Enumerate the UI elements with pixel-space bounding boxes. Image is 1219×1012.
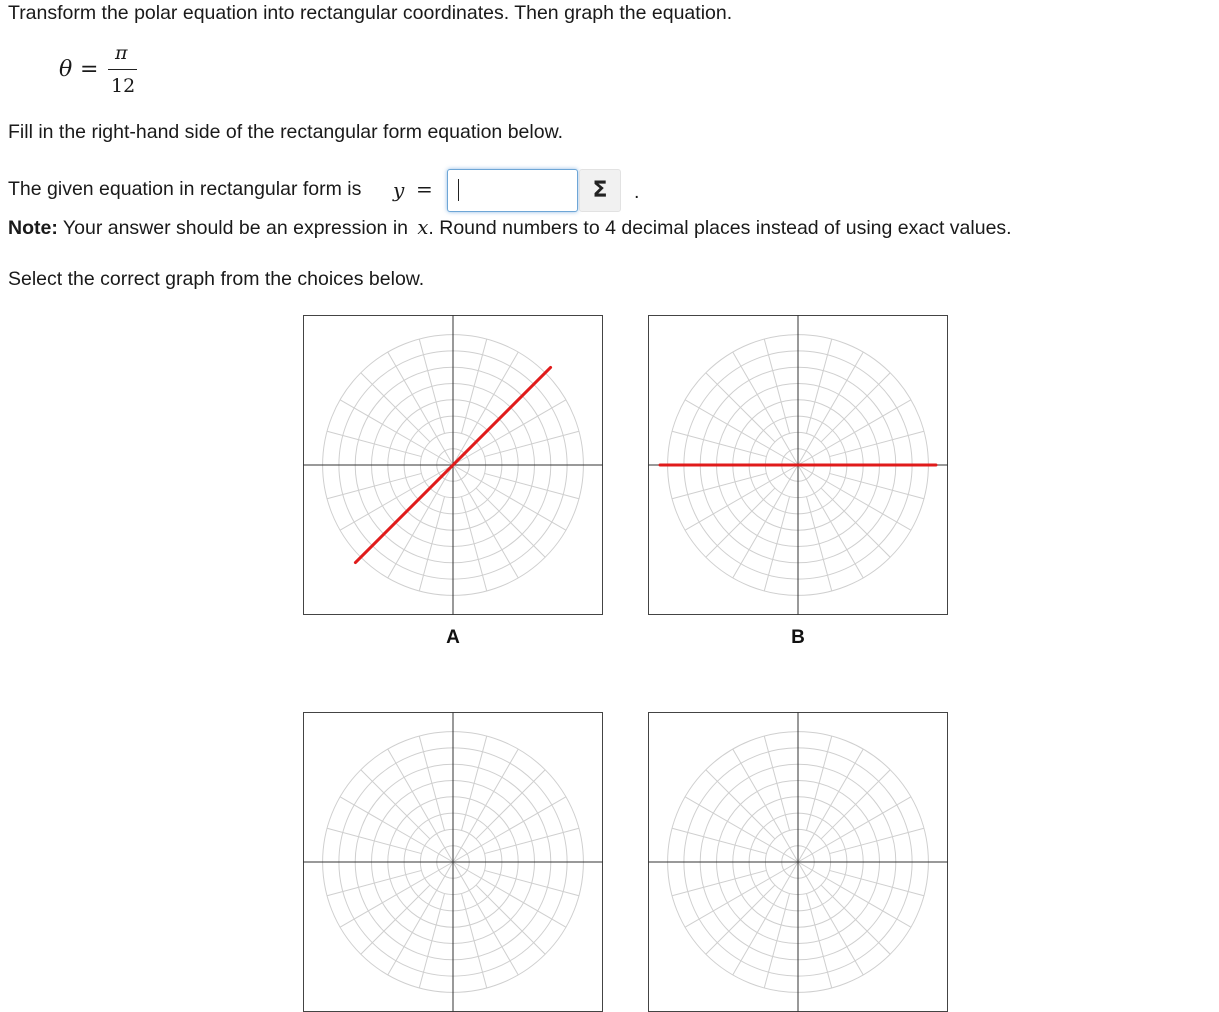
graph-choice-a[interactable]	[303, 315, 603, 615]
math-palette-button[interactable]: Σ	[579, 169, 621, 212]
equation-theta: θ	[59, 57, 73, 82]
note-line	[8, 216, 1012, 240]
graph-c-plot	[303, 712, 603, 1012]
fraction-bar	[108, 69, 137, 70]
answer-input[interactable]	[447, 169, 578, 212]
equation-numerator: π	[115, 42, 128, 64]
answer-equals: =	[416, 177, 433, 201]
note-label: Note:	[8, 217, 58, 239]
choice-label-a: A	[446, 627, 460, 648]
answer-period: .	[634, 181, 640, 203]
graph-d-plot	[648, 712, 948, 1012]
select-instruction: Select the correct graph from the choices below.	[8, 268, 425, 290]
equation-denominator: 12	[111, 75, 136, 97]
note-text-2: . Round numbers to 4 decimal places instead of using exact values.	[428, 217, 1012, 239]
text-caret	[458, 179, 459, 201]
equation-equals: =	[80, 57, 99, 82]
choice-label-b: B	[791, 627, 805, 648]
fill-instruction: Fill in the right-hand side of the rectangular form equation below.	[8, 121, 563, 143]
note-text-1: Your answer should be an expression in	[62, 217, 408, 239]
answer-prefix: The given equation in rectangular form is	[8, 178, 362, 200]
answer-variable-y: y	[393, 178, 405, 202]
graph-a-plot	[303, 315, 603, 615]
note-variable-x: x	[417, 216, 429, 239]
instruction-text: Transform the polar equation into rectangular coordinates. Then graph the equation.	[8, 2, 733, 24]
graph-choice-d[interactable]	[648, 712, 948, 1012]
graph-choice-c[interactable]	[303, 712, 603, 1012]
graph-choice-b[interactable]	[648, 315, 948, 615]
graph-b-plot	[648, 315, 948, 615]
